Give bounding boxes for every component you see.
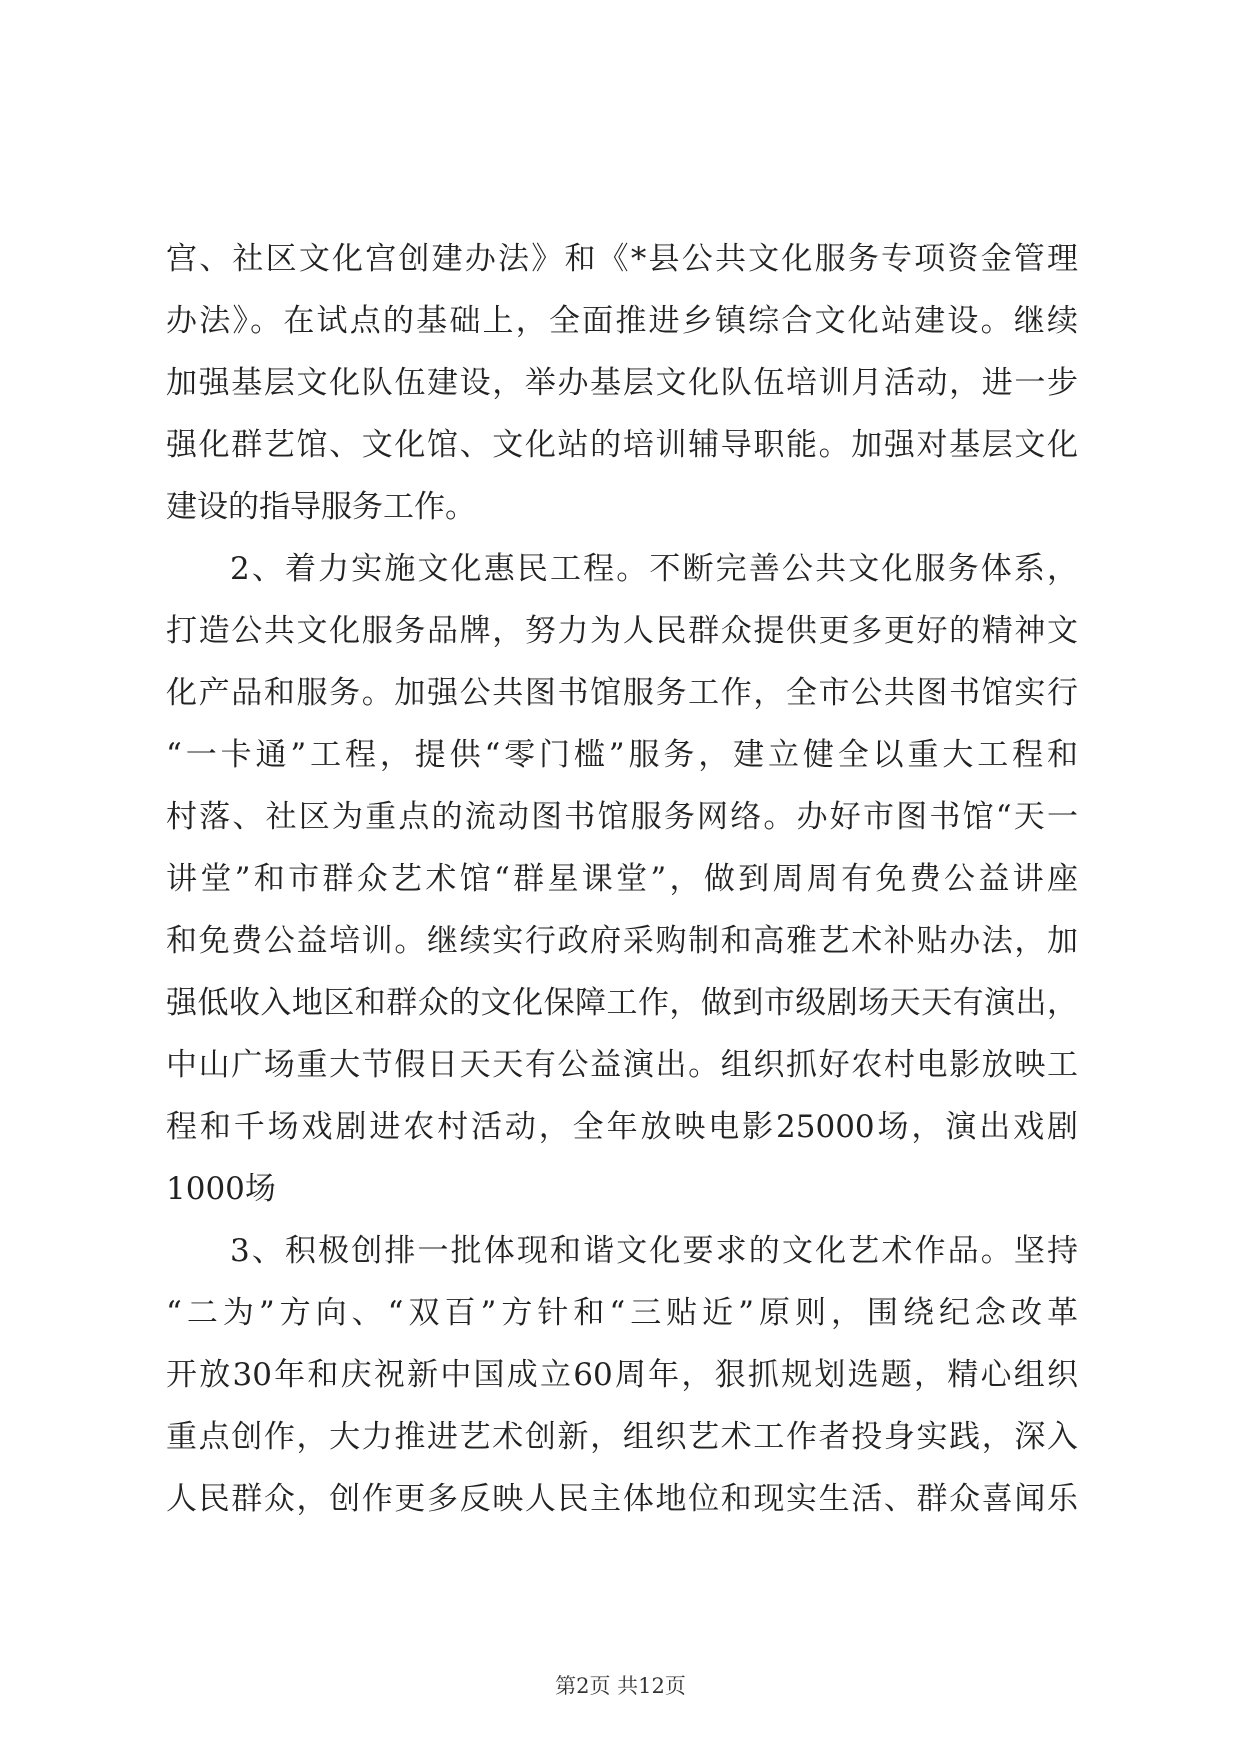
text-line: 重点创作，大力推进艺术创新，组织艺术工作者投身实践，深入 [166,1419,1078,1455]
text-line: “二为”方向、“双百”方针和“三贴近”原则，围绕纪念改革 [166,1295,1078,1331]
text-line: 强低收入地区和群众的文化保障工作，做到市级剧场天天有演出， [166,985,1078,1021]
text-line: 讲堂”和市群众艺术馆“群星课堂”，做到周周有免费公益讲座 [166,861,1078,897]
text-line: 村落、社区为重点的流动图书馆服务网络。办好市图书馆“天一 [166,799,1078,835]
text-line: 加强基层文化队伍建设，举办基层文化队伍培训月活动，进一步 [166,365,1078,401]
text-line: 2、着力实施文化惠民工程。不断完善公共文化服务体系， [230,551,1078,587]
document-body [166,228,1078,1530]
text-line: 宫、社区文化宫创建办法》和《*县公共文化服务专项资金管理 [166,241,1078,277]
paragraph-2 [166,538,1078,1220]
text-line: 开放30年和庆祝新中国成立60周年，狠抓规划选题，精心组织 [166,1357,1078,1393]
text-line: 程和千场戏剧进农村活动，全年放映电影25000场，演出戏剧 [166,1109,1078,1145]
text-line: 3、积极创排一批体现和谐文化要求的文化艺术作品。坚持 [230,1233,1078,1269]
text-line: 办法》。在试点的基础上，全面推进乡镇综合文化站建设。继续 [166,303,1078,339]
text-line: 中山广场重大节假日天天有公益演出。组织抓好农村电影放映工 [166,1047,1078,1083]
text-line: 建设的指导服务工作。 [166,489,476,525]
text-line: “一卡通”工程，提供“零门槛”服务，建立健全以重大工程和 [166,737,1078,773]
text-line: 化产品和服务。加强公共图书馆服务工作，全市公共图书馆实行 [166,675,1078,711]
text-line: 和免费公益培训。继续实行政府采购制和高雅艺术补贴办法，加 [166,923,1078,959]
paragraph-1 [166,228,1078,538]
text-line: 打造公共文化服务品牌，努力为人民群众提供更多更好的精神文 [166,613,1078,649]
paragraph-3 [166,1220,1078,1530]
text-line: 人民群众，创作更多反映人民主体地位和现实生活、群众喜闻乐 [166,1481,1078,1517]
text-line: 1000场 [166,1171,276,1207]
text-line: 强化群艺馆、文化馆、文化站的培训辅导职能。加强对基层文化 [166,427,1078,463]
page-number-footer: 第2页 共12页 [555,1674,686,1698]
